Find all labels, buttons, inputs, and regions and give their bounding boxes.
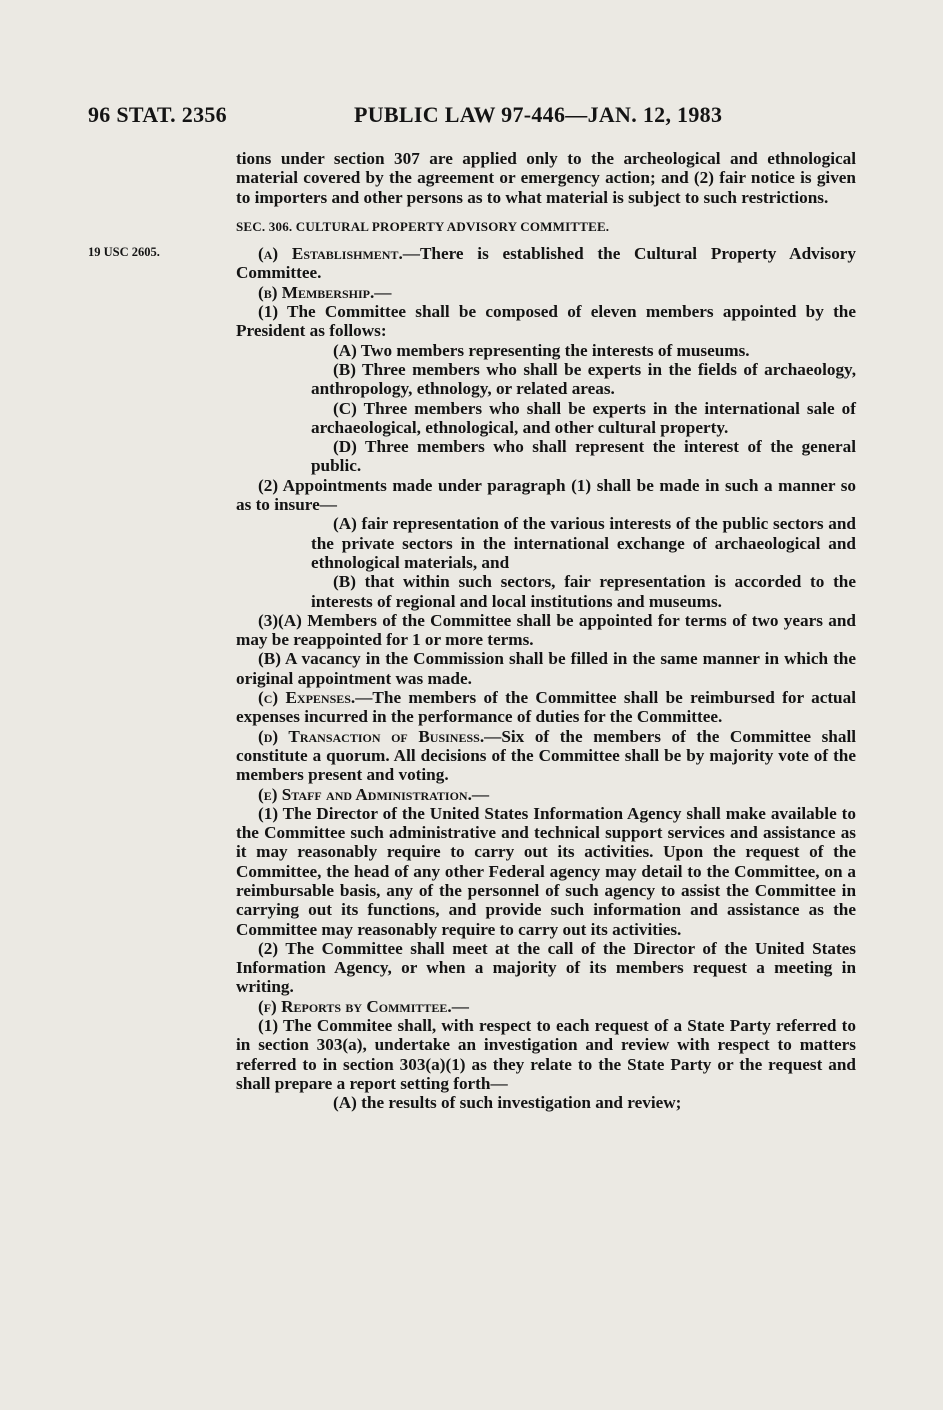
subsection-c-text: —The members of the Committee shall be reimbursed for actual expenses incurred in the performance of duties for the Committee. xyxy=(236,688,856,727)
clause-b2b: (B) that within such sectors, fair representation is accorded to the interests of regional and local institutions and museums. xyxy=(311,572,856,611)
clause-f1a: (A) the results of such investigation and review; xyxy=(333,1093,682,1113)
paragraph-b2: (2) Appointments made under paragraph (1) shall be made in such a manner so as to insure— xyxy=(236,475,856,515)
clause-b1c: (C) Three members who shall be experts in the international sale of archaeological, ethnological, and other cultural property. xyxy=(311,398,856,437)
continued-paragraph: tions under section 307 are applied only to the archeological and ethnological material covered by the agreement or emergency action; and (2) fair notice is given to importers and other persons as to what material is subject to such restrictions. xyxy=(236,149,856,207)
subsection-d-heading: (d) Transaction of Business. xyxy=(258,726,485,746)
subsection-d xyxy=(236,727,856,785)
paragraph-b3b: (B) A vacancy in the Commission shall be filled in the same manner in which the original appointment was made. xyxy=(236,649,856,688)
document-body xyxy=(236,149,856,1113)
subsection-d-text: —Six of the members of the Committee shall constitute a quorum. All decisions of the Committee shall be by majority vote of the members present and voting. xyxy=(236,726,856,785)
clause-b1a: (A) Two members representing the interests of museums. xyxy=(333,340,750,360)
subsection-e-text: — xyxy=(471,784,490,804)
subsection-e xyxy=(236,785,856,804)
subsection-a xyxy=(236,244,856,283)
clause-b1d: (D) Three members who shall represent the interest of the general public. xyxy=(311,437,856,476)
paragraph-b3a: (3)(A) Members of the Committee shall be appointed for terms of two years and may be reappointed for 1 or more terms. xyxy=(236,610,856,650)
stat-page-number: 96 STAT. 2356 xyxy=(88,102,227,127)
public-law-title: PUBLIC LAW 97-446—JAN. 12, 1983 xyxy=(354,102,723,127)
margin-citation: 19 USC 2605. xyxy=(88,245,160,259)
subsection-b-text: — xyxy=(374,282,392,302)
paragraph-b1: (1) The Committee shall be composed of eleven members appointed by the President as follows: xyxy=(236,302,856,341)
subsection-b xyxy=(236,283,856,302)
subsection-b-heading: (b) Membership. xyxy=(258,282,375,302)
page-header xyxy=(0,102,943,142)
subsection-c-heading: (c) Expenses. xyxy=(258,688,356,708)
subsection-f-heading: (f) Reports by Committee. xyxy=(258,996,452,1016)
paragraph-e2: (2) The Committee shall meet at the call of the Director of the United States Information Agency, or when a majority of its members request a meeting in writing. xyxy=(236,938,856,997)
subsection-f-text: — xyxy=(451,996,469,1016)
clause-b1b: (B) Three members who shall be experts in the fields of archaeology, anthropology, ethnology, or related areas. xyxy=(311,359,856,399)
section-heading: SEC. 306. CULTURAL PROPERTY ADVISORY COMMITTEE. xyxy=(236,218,610,234)
subsection-c xyxy=(236,688,856,727)
subsection-e-heading: (e) Staff and Administration. xyxy=(258,784,472,804)
paragraph-e1: (1) The Director of the United States Information Agency shall make available to the Committee such administrative and technical support services and assistance as it may reasonably require to carry out its activities. Upon the request of the Committee, the head of any other Federal agency may detail to the Committee, on a reimbursable basis, any of the personnel of such agency to assist the Committee in carrying out its functions, and provide such information and assistance as the Committee may reasonably require to carry out its activities. xyxy=(236,803,856,939)
paragraph-f1: (1) The Commitee shall, with respect to each request of a State Party referred to in section 303(a), undertake an investigation and review with respect to matters referred to in section 303(a)(1) as they relate to the State Party or the request and shall prepare a report setting forth— xyxy=(236,1016,856,1093)
subsection-a-heading: (a) Establishment. xyxy=(258,244,403,264)
subsection-a-text: —There is established the Cultural Property Advisory Committee. xyxy=(236,244,857,283)
subsection-f xyxy=(236,997,856,1016)
clause-b2a: (A) fair representation of the various interests of the public sectors and the private sectors in the international exchange of archaeological and ethnological materials, and xyxy=(311,514,856,572)
